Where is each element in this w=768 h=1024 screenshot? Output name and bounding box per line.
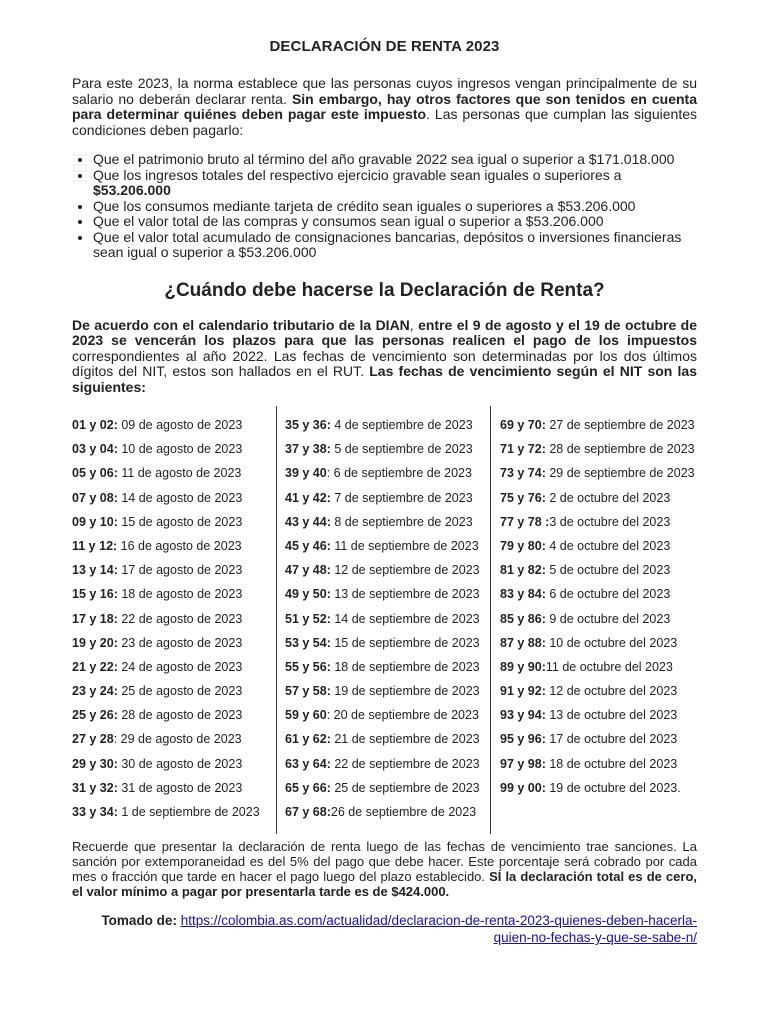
nit-digits: 25 y 26: — [72, 708, 118, 723]
deadline-row — [285, 536, 480, 560]
nit-digits: 33 y 34: — [72, 805, 118, 819]
nit-digits: 27 y 28 — [72, 732, 114, 747]
deadline-row — [285, 584, 480, 608]
nit-digits: 97 y 98: — [500, 756, 546, 771]
nit-digits: 69 y 70: — [500, 418, 546, 432]
deadline-date: 30 de agosto de 2023 — [117, 756, 243, 771]
deadline-date: 24 de agosto de 2023 — [117, 659, 243, 674]
deadline-row — [500, 609, 695, 633]
condition-item: • Que los ingresos totales del respectivo ejercicio gravable sean iguales o superiores a $53.206.000 — [93, 168, 697, 199]
deadline-row — [500, 488, 695, 512]
condition-item: • Que el valor total acumulado de consignaciones bancarias, depósitos o inversiones financieras sean igual o superior a $53.206.000 — [93, 230, 697, 261]
nit-digits: 65 y 66: — [285, 780, 331, 795]
deadline-row — [72, 729, 260, 753]
deadline-row — [72, 778, 260, 802]
deadline-row — [72, 657, 260, 681]
nit-digits: 99 y 00: — [500, 780, 546, 795]
nit-digits: 15 y 16: — [72, 587, 118, 602]
deadline-row — [285, 729, 480, 753]
deadline-date: 13 de septiembre de 2023 — [330, 587, 480, 602]
deadline-row — [72, 415, 260, 439]
calendar-intro-paragraph: De acuerdo con el calendario tributario de la DIAN, entre el 9 de agosto y el 19 de octubre de 2023 se vencerán los plazos para que las personas realicen el pago de los impuestos correspondientes al año 2022. Las fechas de vencimiento son determinadas por los dos últimos dígitos del NIT, estos son hallados en el RUT. Las fechas de vencimiento según el NIT son las siguientes: — [72, 316, 698, 395]
deadline-date: 09 de agosto de 2023 — [117, 418, 243, 432]
deadline-row — [72, 633, 260, 657]
nit-digits: 71 y 72: — [500, 442, 546, 457]
intro-bold-text: Sin embargo, hay otros factores que son tenidos en cuenta para determinar quiénes deben pagar este impuesto — [72, 90, 697, 122]
deadline-row — [72, 584, 260, 608]
deadline-date: 5 de septiembre de 2023 — [330, 442, 473, 457]
deadline-date: 11 de septiembre de 2023 — [330, 538, 479, 553]
nit-digits: 51 y 52: — [285, 611, 331, 626]
deadline-date: 10 de octubre del 2023 — [545, 635, 678, 650]
document-title: DECLARACIÓN DE RENTA 2023 — [269, 38, 500, 55]
deadline-date: 12 de octubre del 2023 — [545, 684, 678, 699]
deadline-date: 23 de agosto de 2023 — [117, 635, 243, 650]
nit-digits: 73 y 74: — [500, 466, 546, 481]
nit-digits: 17 y 18: — [72, 611, 118, 626]
deadline-date: 14 de agosto de 2023 — [117, 490, 243, 505]
deadline-date: 25 de septiembre de 2023 — [330, 780, 480, 795]
nit-digits: 43 y 44: — [285, 514, 331, 529]
nit-digits: 55 y 56: — [285, 659, 331, 674]
nit-digits: 31 y 32: — [72, 780, 118, 795]
nit-digits: 95 y 96: — [500, 732, 546, 747]
deadline-row — [500, 560, 695, 584]
nit-digits: 67 y 68: — [285, 805, 331, 819]
nit-digits: 59 y 60 — [285, 708, 327, 723]
deadline-row — [500, 729, 695, 753]
nit-digits: 93 y 94: — [500, 708, 546, 723]
deadline-date: 18 de agosto de 2023 — [117, 587, 243, 602]
deadline-date: : 6 de septiembre de 2023 — [326, 466, 472, 481]
deadline-date: 31 de agosto de 2023 — [117, 780, 243, 795]
deadline-row — [72, 681, 260, 705]
nit-digits: 13 y 14: — [72, 563, 118, 578]
deadline-date: 18 de octubre del 2023 — [545, 756, 678, 771]
deadline-row — [72, 463, 260, 487]
condition-item: • Que los consumos mediante tarjeta de crédito sean iguales o superiores a $53.206.000 — [93, 199, 697, 215]
deadline-date: 1 de septiembre de 2023 — [117, 805, 260, 819]
deadline-date: 6 de octubre del 2023 — [545, 587, 671, 602]
deadline-date: 29 de septiembre de 2023 — [545, 466, 695, 481]
deadline-row — [285, 802, 480, 826]
deadline-row — [285, 488, 480, 512]
deadline-date: 11 de agosto de 2023 — [117, 466, 242, 481]
deadline-row — [285, 415, 480, 439]
intro-text-end: . Las personas que cumplan las siguientes condiciones deben pagarlo: — [72, 106, 697, 138]
section-heading: ¿Cuándo debe hacerse la Declaración de Renta? — [164, 279, 605, 301]
nit-digits: 07 y 08: — [72, 490, 118, 505]
nit-digits: 29 y 30: — [72, 756, 118, 771]
nit-digits: 21 y 22: — [72, 659, 118, 674]
deadline-row — [285, 609, 480, 633]
column-divider — [276, 406, 277, 834]
nit-digits: 57 y 58: — [285, 684, 331, 699]
nit-digits: 01 y 02: — [72, 418, 118, 432]
nit-digits: 79 y 80: — [500, 538, 546, 553]
deadline-date: 16 de agosto de 2023 — [117, 538, 242, 553]
deadline-date: 28 de agosto de 2023 — [117, 708, 243, 723]
deadline-date: 5 de octubre del 2023 — [545, 563, 671, 578]
deadline-row — [72, 609, 260, 633]
nit-digits: 05 y 06: — [72, 466, 118, 481]
nit-digits: 61 y 62: — [285, 732, 331, 747]
deadline-row — [285, 754, 480, 778]
deadline-date: 12 de septiembre de 2023 — [330, 563, 480, 578]
source-label: Tomado de: — [101, 913, 177, 928]
deadline-date: 4 de octubre del 2023 — [545, 538, 671, 553]
deadline-date: 4 de septiembre de 2023 — [330, 418, 473, 432]
nit-digits: 11 y 12: — [72, 538, 118, 553]
nit-digits: 77 y 78 : — [500, 514, 550, 529]
nit-digits: 63 y 64: — [285, 756, 331, 771]
sanction-note: Recuerde que presentar la declaración de renta luego de las fechas de vencimiento trae sanciones. La sanción por extemporaneidad es del 5% del pago que debe hacer. Este porcentaje será cobrado por cada mes o fracción que tarde en hacer el pago luego del plazo establecido. SÍ la declaración total es de cero, el valor mínimo a pagar por presentarla tarde es de $424.000. — [72, 839, 697, 899]
deadline-date: 21 de septiembre de 2023 — [330, 732, 480, 747]
deadline-date: : 20 de septiembre de 2023 — [326, 708, 479, 723]
deadline-date: 22 de agosto de 2023 — [117, 611, 243, 626]
deadline-date: 22 de septiembre de 2023 — [330, 756, 480, 771]
nit-digits: 53 y 54: — [285, 635, 331, 650]
deadline-date: 26 de septiembre de 2023 — [330, 805, 477, 819]
deadline-row — [285, 463, 480, 487]
deadline-row — [285, 512, 480, 536]
deadline-date: 17 de octubre del 2023 — [545, 732, 678, 747]
deadline-date: 25 de agosto de 2023 — [117, 684, 243, 699]
deadline-row — [285, 439, 480, 463]
deadline-row — [72, 439, 260, 463]
deadline-row — [500, 705, 695, 729]
condition-item: • Que el valor total de las compras y consumos sean igual o superior a $53.206.000 — [93, 214, 697, 230]
deadline-date: 9 de octubre del 2023 — [545, 611, 671, 626]
deadline-date: 10 de agosto de 2023 — [117, 442, 243, 457]
deadline-date: 15 de agosto de 2023 — [117, 514, 243, 529]
nit-digits: 85 y 86: — [500, 611, 546, 626]
deadline-row — [500, 463, 695, 487]
nit-digits: 91 y 92: — [500, 684, 546, 699]
source-citation — [72, 912, 697, 946]
deadline-date: 19 de octubre del 2023. — [545, 780, 681, 795]
deadline-date: 27 de septiembre de 2023 — [545, 418, 695, 432]
deadline-calendar — [72, 415, 697, 831]
deadline-date: 18 de septiembre de 2023 — [330, 659, 480, 674]
nit-digits: 23 y 24: — [72, 684, 118, 699]
deadline-row — [500, 584, 695, 608]
deadline-date: 17 de agosto de 2023 — [117, 563, 243, 578]
nit-digits: 09 y 10: — [72, 514, 118, 529]
nit-digits: 39 y 40 — [285, 466, 327, 481]
deadline-date: 28 de septiembre de 2023 — [545, 442, 695, 457]
deadline-date: 8 de septiembre de 2023 — [330, 514, 473, 529]
nit-digits: 49 y 50: — [285, 587, 331, 602]
deadline-column — [72, 415, 260, 826]
nit-digits: 19 y 20: — [72, 635, 118, 650]
deadline-date: 3 de octubre del 2023 — [549, 514, 671, 529]
nit-digits: 87 y 88: — [500, 635, 546, 650]
source-link[interactable]: https://colombia.as.com/actualidad/declaracion-de-renta-2023-quienes-deben-hacerla- quien-no-fechas-y-que-se-sabe-n/ — [180, 913, 697, 945]
intro-paragraph — [72, 76, 697, 138]
column-divider — [490, 406, 491, 834]
deadline-row — [72, 512, 260, 536]
nit-digits: 83 y 84: — [500, 587, 546, 602]
deadline-row — [500, 439, 695, 463]
deadline-row — [285, 657, 480, 681]
deadline-row — [500, 657, 695, 681]
deadline-row — [500, 415, 695, 439]
nit-digits: 47 y 48: — [285, 563, 331, 578]
deadline-row — [285, 778, 480, 802]
deadline-row — [500, 633, 695, 657]
conditions-list — [72, 152, 697, 261]
deadline-date: 13 de octubre del 2023 — [545, 708, 678, 723]
deadline-date: 14 de septiembre de 2023 — [330, 611, 480, 626]
deadline-row — [72, 802, 260, 826]
deadline-row — [500, 512, 695, 536]
deadline-date: : 29 de agosto de 2023 — [113, 732, 242, 747]
deadline-row — [72, 536, 260, 560]
deadline-row — [500, 536, 695, 560]
deadline-row — [500, 681, 695, 705]
deadline-column — [500, 415, 695, 802]
nit-digits: 45 y 46: — [285, 538, 331, 553]
deadline-row — [72, 705, 260, 729]
deadline-date: 19 de septiembre de 2023 — [330, 684, 480, 699]
deadline-row — [72, 754, 260, 778]
nit-digits: 37 y 38: — [285, 442, 331, 457]
deadline-date: 2 de octubre del 2023 — [545, 490, 671, 505]
deadline-row — [285, 705, 480, 729]
deadline-row — [285, 633, 480, 657]
nit-digits: 75 y 76: — [500, 490, 546, 505]
nit-digits: 81 y 82: — [500, 563, 546, 578]
nit-digits: 03 y 04: — [72, 442, 118, 457]
deadline-row — [500, 778, 695, 802]
condition-item: • Que el patrimonio bruto al término del año gravable 2022 sea igual o superior a $171.018.000 — [93, 152, 697, 168]
nit-digits: 89 y 90: — [500, 659, 546, 674]
deadline-column — [285, 415, 480, 826]
deadline-row — [72, 488, 260, 512]
document-page — [72, 38, 697, 946]
deadline-date: 11 de octubre del 2023 — [545, 659, 673, 674]
intro-text: Para este 2023, la norma establece que las personas cuyos ingresos vengan principalmente de su salario no deberán declarar renta. — [72, 75, 697, 107]
deadline-date: 15 de septiembre de 2023 — [330, 635, 480, 650]
nit-digits: 35 y 36: — [285, 418, 331, 432]
deadline-row — [285, 560, 480, 584]
deadline-row — [285, 681, 480, 705]
deadline-row — [72, 560, 260, 584]
nit-digits: 41 y 42: — [285, 490, 331, 505]
deadline-date: 7 de septiembre de 2023 — [330, 490, 473, 505]
deadline-row — [500, 754, 695, 778]
